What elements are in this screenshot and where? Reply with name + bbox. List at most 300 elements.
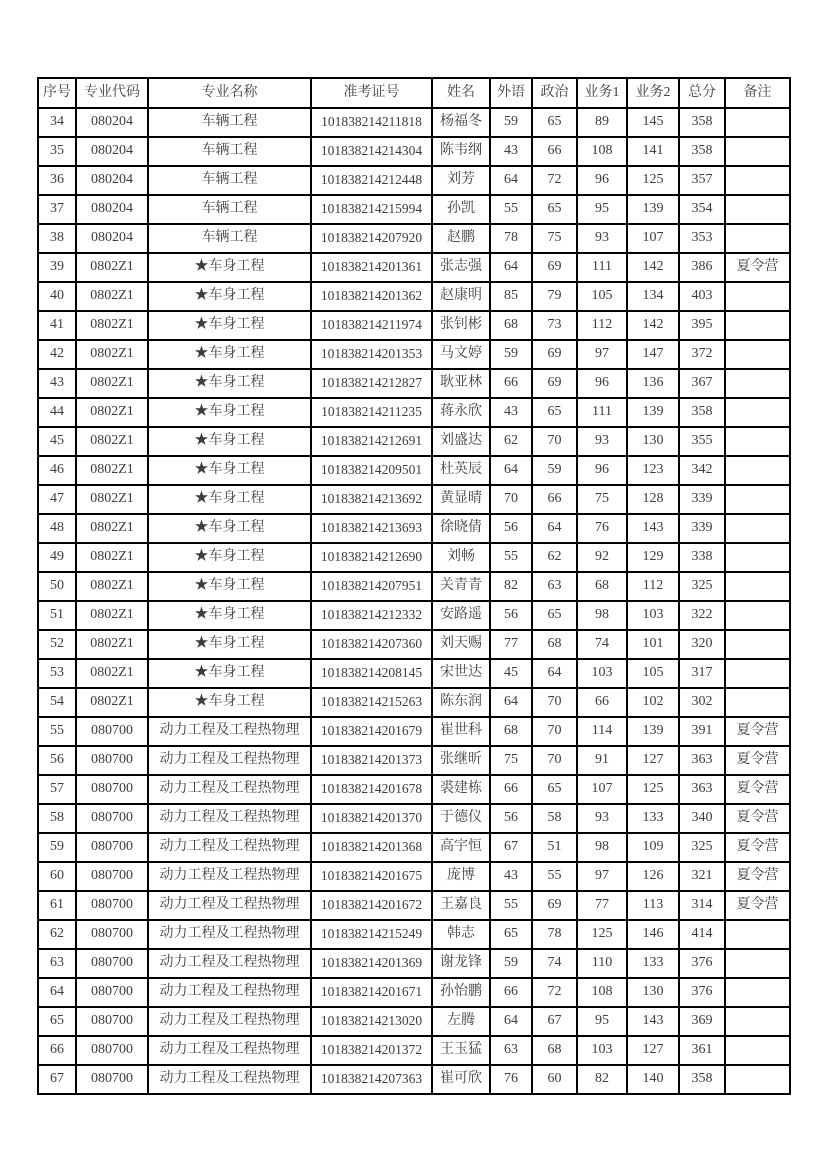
cell-major-code: 080700 [76, 920, 148, 949]
cell-major-code: 0802Z1 [76, 688, 148, 717]
header-business2: 业务2 [627, 78, 679, 108]
cell-major-name: 动力工程及工程热物理 [148, 862, 311, 891]
cell-major-name: ★车身工程 [148, 369, 311, 398]
header-major-name: 专业名称 [148, 78, 311, 108]
cell-total-score: 414 [679, 920, 725, 949]
cell-seq: 34 [38, 108, 76, 137]
cell-major-code: 0802Z1 [76, 369, 148, 398]
cell-business1: 111 [577, 253, 627, 282]
cell-seq: 64 [38, 978, 76, 1007]
cell-foreign-language: 82 [490, 572, 532, 601]
cell-business2: 125 [627, 166, 679, 195]
cell-remark [725, 543, 790, 572]
cell-total-score: 342 [679, 456, 725, 485]
cell-remark [725, 1007, 790, 1036]
table-row [38, 543, 790, 572]
cell-total-score: 325 [679, 833, 725, 862]
cell-name: 关青青 [432, 572, 490, 601]
cell-business2: 145 [627, 108, 679, 137]
cell-major-code: 080700 [76, 949, 148, 978]
cell-remark [725, 166, 790, 195]
cell-seq: 42 [38, 340, 76, 369]
cell-ticket-number: 101838214207951 [311, 572, 432, 601]
cell-politics: 72 [532, 166, 577, 195]
cell-politics: 68 [532, 1036, 577, 1065]
header-foreign-language: 外语 [490, 78, 532, 108]
cell-business1: 97 [577, 340, 627, 369]
cell-ticket-number: 101838214201678 [311, 775, 432, 804]
cell-total-score: 339 [679, 514, 725, 543]
cell-foreign-language: 77 [490, 630, 532, 659]
cell-seq: 60 [38, 862, 76, 891]
cell-business2: 139 [627, 717, 679, 746]
cell-major-name: 动力工程及工程热物理 [148, 804, 311, 833]
cell-seq: 50 [38, 572, 76, 601]
cell-total-score: 363 [679, 775, 725, 804]
cell-seq: 49 [38, 543, 76, 572]
cell-total-score: 395 [679, 311, 725, 340]
cell-politics: 51 [532, 833, 577, 862]
cell-remark [725, 137, 790, 166]
cell-ticket-number: 101838214215994 [311, 195, 432, 224]
cell-major-name: 动力工程及工程热物理 [148, 978, 311, 1007]
table-row [38, 833, 790, 862]
cell-politics: 78 [532, 920, 577, 949]
cell-business2: 142 [627, 311, 679, 340]
cell-total-score: 372 [679, 340, 725, 369]
cell-politics: 74 [532, 949, 577, 978]
cell-major-name: 车辆工程 [148, 224, 311, 253]
cell-major-code: 0802Z1 [76, 543, 148, 572]
cell-foreign-language: 68 [490, 717, 532, 746]
cell-ticket-number: 101838214213020 [311, 1007, 432, 1036]
cell-name: 崔可欣 [432, 1065, 490, 1094]
cell-ticket-number: 101838214201361 [311, 253, 432, 282]
cell-name: 刘盛达 [432, 427, 490, 456]
cell-name: 孙凯 [432, 195, 490, 224]
cell-ticket-number: 101838214201672 [311, 891, 432, 920]
cell-politics: 59 [532, 456, 577, 485]
table-row [38, 253, 790, 282]
cell-major-name: 动力工程及工程热物理 [148, 746, 311, 775]
cell-seq: 67 [38, 1065, 76, 1094]
cell-business1: 108 [577, 978, 627, 1007]
cell-politics: 60 [532, 1065, 577, 1094]
header-name: 姓名 [432, 78, 490, 108]
cell-ticket-number: 101838214214304 [311, 137, 432, 166]
cell-total-score: 320 [679, 630, 725, 659]
cell-seq: 38 [38, 224, 76, 253]
cell-foreign-language: 76 [490, 1065, 532, 1094]
cell-business2: 133 [627, 804, 679, 833]
table-row [38, 978, 790, 1007]
header-row [38, 78, 790, 108]
cell-ticket-number: 101838214207360 [311, 630, 432, 659]
header-business1: 业务1 [577, 78, 627, 108]
cell-total-score: 369 [679, 1007, 725, 1036]
cell-name: 刘芳 [432, 166, 490, 195]
cell-seq: 39 [38, 253, 76, 282]
table-row [38, 891, 790, 920]
cell-total-score: 322 [679, 601, 725, 630]
cell-business2: 126 [627, 862, 679, 891]
cell-major-name: ★车身工程 [148, 572, 311, 601]
cell-politics: 67 [532, 1007, 577, 1036]
cell-major-code: 080700 [76, 862, 148, 891]
cell-politics: 70 [532, 427, 577, 456]
cell-ticket-number: 101838214201370 [311, 804, 432, 833]
header-remark: 备注 [725, 78, 790, 108]
cell-major-name: ★车身工程 [148, 659, 311, 688]
cell-remark [725, 485, 790, 514]
cell-name: 王嘉良 [432, 891, 490, 920]
cell-total-score: 354 [679, 195, 725, 224]
cell-politics: 58 [532, 804, 577, 833]
cell-major-name: ★车身工程 [148, 456, 311, 485]
cell-business1: 103 [577, 1036, 627, 1065]
cell-total-score: 339 [679, 485, 725, 514]
cell-ticket-number: 101838214207920 [311, 224, 432, 253]
table-row [38, 195, 790, 224]
cell-total-score: 363 [679, 746, 725, 775]
cell-major-code: 080204 [76, 195, 148, 224]
cell-ticket-number: 101838214212332 [311, 601, 432, 630]
cell-ticket-number: 101838214201675 [311, 862, 432, 891]
cell-total-score: 317 [679, 659, 725, 688]
cell-business2: 141 [627, 137, 679, 166]
cell-foreign-language: 63 [490, 1036, 532, 1065]
table-row [38, 717, 790, 746]
cell-major-name: ★车身工程 [148, 485, 311, 514]
cell-business1: 91 [577, 746, 627, 775]
cell-business2: 130 [627, 978, 679, 1007]
cell-major-code: 080700 [76, 746, 148, 775]
cell-ticket-number: 101838214212827 [311, 369, 432, 398]
cell-major-name: ★车身工程 [148, 601, 311, 630]
cell-ticket-number: 101838214201368 [311, 833, 432, 862]
cell-business1: 96 [577, 166, 627, 195]
table-header [38, 78, 790, 108]
cell-seq: 55 [38, 717, 76, 746]
cell-foreign-language: 43 [490, 862, 532, 891]
cell-name: 杜英辰 [432, 456, 490, 485]
cell-major-name: 车辆工程 [148, 195, 311, 224]
cell-major-name: 动力工程及工程热物理 [148, 775, 311, 804]
cell-name: 韩志 [432, 920, 490, 949]
cell-total-score: 302 [679, 688, 725, 717]
table-row [38, 688, 790, 717]
cell-business2: 130 [627, 427, 679, 456]
cell-politics: 62 [532, 543, 577, 572]
table-row [38, 224, 790, 253]
cell-major-name: ★车身工程 [148, 282, 311, 311]
cell-foreign-language: 56 [490, 514, 532, 543]
table-row [38, 427, 790, 456]
cell-seq: 65 [38, 1007, 76, 1036]
cell-seq: 46 [38, 456, 76, 485]
table-row [38, 514, 790, 543]
cell-seq: 45 [38, 427, 76, 456]
cell-business2: 109 [627, 833, 679, 862]
cell-foreign-language: 67 [490, 833, 532, 862]
cell-business1: 93 [577, 804, 627, 833]
cell-name: 马文婷 [432, 340, 490, 369]
cell-business2: 112 [627, 572, 679, 601]
cell-remark [725, 427, 790, 456]
cell-total-score: 357 [679, 166, 725, 195]
cell-business1: 75 [577, 485, 627, 514]
cell-remark: 夏令营 [725, 891, 790, 920]
cell-ticket-number: 101838214207363 [311, 1065, 432, 1094]
cell-business2: 133 [627, 949, 679, 978]
table-row [38, 311, 790, 340]
cell-major-name: 动力工程及工程热物理 [148, 920, 311, 949]
cell-remark [725, 340, 790, 369]
cell-foreign-language: 64 [490, 1007, 532, 1036]
cell-ticket-number: 101838214212690 [311, 543, 432, 572]
cell-name: 崔世科 [432, 717, 490, 746]
cell-seq: 43 [38, 369, 76, 398]
cell-total-score: 340 [679, 804, 725, 833]
cell-business1: 97 [577, 862, 627, 891]
cell-major-code: 080700 [76, 1007, 148, 1036]
cell-major-code: 0802Z1 [76, 485, 148, 514]
cell-politics: 65 [532, 398, 577, 427]
cell-ticket-number: 101838214208145 [311, 659, 432, 688]
cell-foreign-language: 64 [490, 456, 532, 485]
cell-major-name: ★车身工程 [148, 543, 311, 572]
cell-business1: 112 [577, 311, 627, 340]
cell-major-code: 080700 [76, 1065, 148, 1094]
table-row [38, 1007, 790, 1036]
cell-name: 张志强 [432, 253, 490, 282]
cell-politics: 55 [532, 862, 577, 891]
cell-major-name: ★车身工程 [148, 398, 311, 427]
cell-total-score: 353 [679, 224, 725, 253]
cell-major-code: 0802Z1 [76, 601, 148, 630]
table-row [38, 456, 790, 485]
cell-remark [725, 601, 790, 630]
cell-major-name: 车辆工程 [148, 166, 311, 195]
cell-politics: 65 [532, 601, 577, 630]
cell-business2: 102 [627, 688, 679, 717]
cell-total-score: 376 [679, 949, 725, 978]
cell-seq: 35 [38, 137, 76, 166]
cell-remark [725, 949, 790, 978]
cell-ticket-number: 101838214201671 [311, 978, 432, 1007]
cell-major-name: 动力工程及工程热物理 [148, 1036, 311, 1065]
table-row [38, 804, 790, 833]
cell-business1: 96 [577, 369, 627, 398]
table-row [38, 630, 790, 659]
cell-major-code: 0802Z1 [76, 311, 148, 340]
cell-name: 陈东润 [432, 688, 490, 717]
cell-name: 张钊彬 [432, 311, 490, 340]
cell-remark: 夏令营 [725, 253, 790, 282]
table-row [38, 485, 790, 514]
cell-remark: 夏令营 [725, 775, 790, 804]
cell-politics: 65 [532, 108, 577, 137]
cell-business1: 96 [577, 456, 627, 485]
cell-business2: 127 [627, 746, 679, 775]
cell-remark [725, 195, 790, 224]
cell-business2: 143 [627, 514, 679, 543]
cell-ticket-number: 101838214201362 [311, 282, 432, 311]
cell-politics: 70 [532, 717, 577, 746]
cell-total-score: 361 [679, 1036, 725, 1065]
cell-name: 徐晓倩 [432, 514, 490, 543]
cell-remark [725, 572, 790, 601]
cell-total-score: 358 [679, 1065, 725, 1094]
cell-major-name: ★车身工程 [148, 311, 311, 340]
cell-ticket-number: 101838214211974 [311, 311, 432, 340]
cell-seq: 53 [38, 659, 76, 688]
cell-business1: 77 [577, 891, 627, 920]
cell-seq: 51 [38, 601, 76, 630]
cell-remark [725, 688, 790, 717]
cell-major-code: 0802Z1 [76, 282, 148, 311]
cell-business2: 146 [627, 920, 679, 949]
cell-seq: 44 [38, 398, 76, 427]
cell-major-name: 动力工程及工程热物理 [148, 833, 311, 862]
cell-business2: 127 [627, 1036, 679, 1065]
cell-total-score: 376 [679, 978, 725, 1007]
cell-remark: 夏令营 [725, 746, 790, 775]
cell-politics: 64 [532, 514, 577, 543]
cell-business2: 136 [627, 369, 679, 398]
cell-business1: 93 [577, 224, 627, 253]
cell-remark: 夏令营 [725, 833, 790, 862]
cell-major-code: 0802Z1 [76, 572, 148, 601]
cell-total-score: 314 [679, 891, 725, 920]
cell-ticket-number: 101838214213692 [311, 485, 432, 514]
cell-major-code: 080700 [76, 978, 148, 1007]
cell-foreign-language: 75 [490, 746, 532, 775]
cell-total-score: 355 [679, 427, 725, 456]
cell-seq: 52 [38, 630, 76, 659]
cell-total-score: 358 [679, 137, 725, 166]
table-row [38, 1065, 790, 1094]
cell-business1: 98 [577, 833, 627, 862]
cell-name: 耿亚林 [432, 369, 490, 398]
cell-foreign-language: 56 [490, 804, 532, 833]
cell-business2: 129 [627, 543, 679, 572]
cell-ticket-number: 101838214211818 [311, 108, 432, 137]
cell-business1: 89 [577, 108, 627, 137]
cell-foreign-language: 45 [490, 659, 532, 688]
cell-major-code: 080700 [76, 804, 148, 833]
cell-foreign-language: 43 [490, 137, 532, 166]
cell-business1: 110 [577, 949, 627, 978]
cell-ticket-number: 101838214212448 [311, 166, 432, 195]
cell-name: 杨福冬 [432, 108, 490, 137]
cell-remark: 夏令营 [725, 862, 790, 891]
cell-major-name: 动力工程及工程热物理 [148, 1065, 311, 1094]
cell-remark [725, 1065, 790, 1094]
cell-seq: 63 [38, 949, 76, 978]
cell-remark [725, 282, 790, 311]
cell-foreign-language: 64 [490, 688, 532, 717]
cell-remark [725, 311, 790, 340]
cell-ticket-number: 101838214215249 [311, 920, 432, 949]
table-row [38, 340, 790, 369]
cell-major-name: ★车身工程 [148, 340, 311, 369]
cell-seq: 59 [38, 833, 76, 862]
cell-politics: 69 [532, 340, 577, 369]
header-politics: 政治 [532, 78, 577, 108]
cell-ticket-number: 101838214211235 [311, 398, 432, 427]
cell-total-score: 325 [679, 572, 725, 601]
cell-business2: 128 [627, 485, 679, 514]
cell-total-score: 386 [679, 253, 725, 282]
cell-politics: 65 [532, 195, 577, 224]
table-row [38, 282, 790, 311]
cell-business1: 74 [577, 630, 627, 659]
cell-name: 左腾 [432, 1007, 490, 1036]
table-row [38, 572, 790, 601]
table-row [38, 1036, 790, 1065]
cell-seq: 36 [38, 166, 76, 195]
cell-politics: 69 [532, 891, 577, 920]
cell-business1: 107 [577, 775, 627, 804]
cell-seq: 56 [38, 746, 76, 775]
table-row [38, 601, 790, 630]
cell-major-code: 0802Z1 [76, 427, 148, 456]
cell-foreign-language: 66 [490, 369, 532, 398]
cell-major-name: ★车身工程 [148, 514, 311, 543]
cell-name: 裘建栋 [432, 775, 490, 804]
cell-business2: 103 [627, 601, 679, 630]
cell-business1: 103 [577, 659, 627, 688]
cell-business1: 93 [577, 427, 627, 456]
cell-remark [725, 920, 790, 949]
cell-name: 安路遥 [432, 601, 490, 630]
cell-name: 庞博 [432, 862, 490, 891]
cell-name: 刘畅 [432, 543, 490, 572]
cell-ticket-number: 101838214201679 [311, 717, 432, 746]
cell-foreign-language: 55 [490, 891, 532, 920]
cell-seq: 66 [38, 1036, 76, 1065]
cell-name: 谢龙锋 [432, 949, 490, 978]
cell-foreign-language: 59 [490, 108, 532, 137]
cell-politics: 79 [532, 282, 577, 311]
table-row [38, 369, 790, 398]
cell-remark [725, 659, 790, 688]
cell-major-code: 0802Z1 [76, 253, 148, 282]
cell-seq: 41 [38, 311, 76, 340]
cell-remark [725, 108, 790, 137]
cell-seq: 37 [38, 195, 76, 224]
cell-ticket-number: 101838214212691 [311, 427, 432, 456]
cell-remark [725, 456, 790, 485]
cell-remark [725, 514, 790, 543]
cell-major-name: 动力工程及工程热物理 [148, 891, 311, 920]
cell-total-score: 338 [679, 543, 725, 572]
cell-major-name: 车辆工程 [148, 108, 311, 137]
cell-business1: 66 [577, 688, 627, 717]
cell-foreign-language: 55 [490, 543, 532, 572]
cell-foreign-language: 66 [490, 775, 532, 804]
table-row [38, 137, 790, 166]
cell-major-code: 080700 [76, 775, 148, 804]
cell-major-name: 动力工程及工程热物理 [148, 1007, 311, 1036]
table-row [38, 862, 790, 891]
header-ticket-number: 准考证号 [311, 78, 432, 108]
cell-total-score: 358 [679, 398, 725, 427]
cell-foreign-language: 59 [490, 949, 532, 978]
cell-major-code: 0802Z1 [76, 514, 148, 543]
cell-foreign-language: 78 [490, 224, 532, 253]
